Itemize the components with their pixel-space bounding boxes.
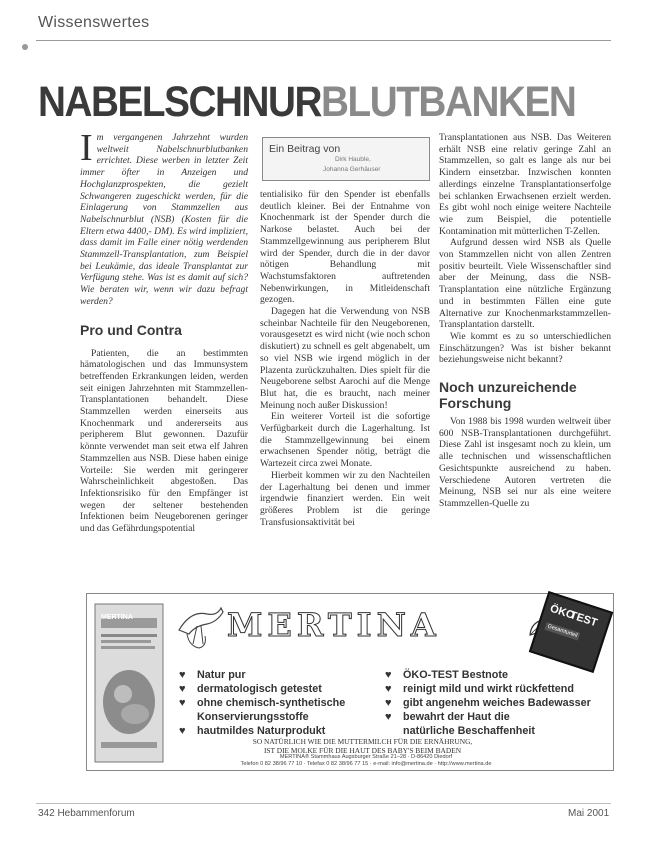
- ad-address: [191, 754, 541, 768]
- headline-part-1: NABELSCHNUR: [38, 78, 322, 126]
- heart-icon: ♥: [385, 697, 392, 709]
- feature-item: ♥ gibt angenehm weiches Badewasser: [385, 697, 591, 709]
- stork-icon: [171, 600, 227, 654]
- product-label: MERTINA: [101, 614, 133, 621]
- footer-page-info: 342 Hebammenforum: [38, 808, 135, 819]
- brand-logo: MERTINA: [227, 606, 441, 644]
- heart-icon: ♥: [179, 697, 186, 709]
- heart-icon: ♥: [385, 669, 392, 681]
- address-line-2: Telefon 0 82 38/96 77 10 · Telefax 0 82 38/96 77 15 · e-mail: info@mertina.de · http://www.mertina.de: [240, 761, 492, 767]
- feature-item: ♥ reinigt mild und wirkt rückfettend: [385, 683, 574, 695]
- dropcap: I: [80, 127, 93, 169]
- paragraph: Patienten, die an bestimmten hämatologischen und das Immunsystem betreffenden Erkrankungen leiden, werden seit einigen Jahrzehnten mit Stammzellen-Transplantationen behandelt. Diese Stammzellen werden einerseits aus Knochenmark und andererseits aus peripherem Blut gewonnen. Dazufür könnte verwendet man seit etwa elf Jahren Stammzellen aus NSB. Diese haben einige Vorteile: Sie werden mit geringerer Wahrscheinlichkeit abgestoßen. Das Infektionsrisiko für den Empfänger ist wegen der seltener bestehenden Infektionen beim Neugeborenen geringer und das Gefährdungspotential: [80, 347, 248, 535]
- intro-text: m vergangenen Jahrzehnt wurden weltweit Nabelschnurblutbanken errichtet. Diese werben in letzter Zeit immer öfter in Anzeigen und Hochglanzprospekten, die gezielt Schwangeren zugeschickt werden, für die Einlagerung von Stammzellen aus Nabelschnurblut (NSB) (Kosten für die Eltern etwa 4400,- DM). Es wird impliziert, dass damit im Falle einer nötig werdenden Stammzell-Transplantation, zum Beispiel bei Leukämie, das ideale Transplantat zur Verfügung stehe. Was ist es damit auf sich? Wie beraten wir, wenn wir dazu befragt werden?: [80, 132, 248, 307]
- feature-item: ♥ Natur pur: [179, 669, 246, 681]
- slogan-line-1: SO NATÜRLICH WIE DIE MUTTERMILCH FÜR DIE ERNÄHRUNG,: [252, 737, 473, 746]
- headline-part-2: BLUTBANKEN: [321, 78, 576, 126]
- mertina-advertisement: [86, 593, 614, 771]
- paragraph: tentialisiko für den Spender ist ebenfalls deutlich kleiner. Bei der Entnahme von Knochenmark ist der Spender durch die Narkose belastet. Auch bei der Stammzellgewinnung aus peripherem Blut wird der Spender, durch die in der davor nötigen Behandlung mit Wachstumsfaktoren auftretenden Nebenwirkungen, in Mitleidenschaft gezogen.: [260, 189, 430, 306]
- heart-icon: ♥: [179, 725, 186, 737]
- paragraph: Transplantationen aus NSB. Das Weiteren erhält NSB eine relativ geringe Zahl an Stammzellen, so galt es lange als nur bei Kindern einsetzbar. Inzwischen konnten allerdings einzelne Transplantationserfolge bei schlanken Erwachsenen erzielt werden. Es gibt wohl noch einige weitere Nachteile wie zum Beispiel, die potentielle Kontamination mit mütterlichen T-Zellen.: [439, 132, 611, 237]
- feature-item: ♥ ohne chemisch-synthetische: [179, 697, 346, 709]
- slogan-line-2: IST DIE MOLKE FÜR DIE HAUT DES BABY'S BEIM BADEN: [263, 746, 462, 755]
- heart-icon: ♥: [385, 711, 392, 723]
- byline-label: Ein Beitrag von: [269, 143, 341, 155]
- feature-item: ♥ bewahrt der Haut die: [385, 711, 510, 723]
- section-label: Wissenswertes: [38, 14, 150, 31]
- punch-hole: [22, 44, 28, 50]
- heart-icon: ♥: [385, 683, 392, 695]
- subhead-forschung: Noch unzureichende Forschung: [439, 379, 577, 412]
- oko-seal-text-b: TEST: [568, 609, 599, 630]
- heart-icon: ♥: [179, 683, 186, 695]
- oko-seal-text-c: Gesamturteil: [544, 622, 580, 640]
- feature-list-right: [385, 668, 591, 738]
- address-line-1: MERTINA® Stammhaus Augsburger Straße 21–28 · D-86420 Diedorf: [279, 754, 453, 760]
- feature-list-left: [179, 668, 345, 738]
- paragraph: Dagegen hat die Verwendung von NSB scheinbar Nachteile für den Neugeborenen, vorausgesetzt es wird nicht (wie noch schon diskutiert) zu schnell es gelt abgenabelt, um so viel NSB wie irgend möglich in der Plazenta zurückzuhalten. Dies spielt für die Neugeborene selbst Aarochi auf die Menge Blut hat, die es braucht, nach meiner Meinung noch außer Diskussion!: [260, 306, 430, 411]
- header-rule: [36, 40, 611, 41]
- subhead-pro-contra: Pro und Contra: [80, 321, 182, 338]
- oko-test-seal: [529, 591, 613, 673]
- article-column-1: [80, 127, 248, 535]
- byline-author-1: Dirk Hauble,: [335, 156, 371, 163]
- feature-item: Konservierungsstoffe: [197, 711, 309, 723]
- paragraph: Hierbeit kommen wir zu den Nachteilen der Lagerhaltung bei denen und immer irgendwie finanziert werden. Ein weit größeres Problem ist die geringe Transfusionsaktivität bei: [260, 469, 430, 528]
- article-column-3: [439, 132, 611, 510]
- paragraph: Von 1988 bis 1998 wurden weltweit über 600 NSB-Transplantationen durchgeführt. Diese Zahl ist insgesamt noch zu klein, um alle technischen und wissenschaftlichen Gesichtspunkte ausreichend zu haben. Verschiedene Autoren vertreten die Meinung, NSB sei nur als eine weitere Stammzellen-Quelle zu: [439, 416, 611, 509]
- feature-item: ♥ hautmildes Naturprodukt: [179, 725, 326, 737]
- heart-icon: ♥: [179, 669, 186, 681]
- feature-item: ♥ ÖKO-TEST Bestnote: [385, 669, 508, 681]
- feature-item: ♥ dermatologisch getestet: [179, 683, 322, 695]
- article-column-2: [260, 189, 430, 528]
- paragraph: Wie kommt es zu so unterschiedlichen Einschätzungen? Was ist bisher bekannt beziehungsweise nicht bekannt?: [439, 330, 611, 366]
- headline: [38, 78, 575, 127]
- byline-box: [262, 137, 430, 181]
- feature-item: natürliche Beschaffenheit: [403, 725, 535, 737]
- paragraph: Ein weiterer Vorteil ist die sofortige Verfügbarkeit durch die Lagerhaltung. Ist die Stammzellgewinnung bei einem erwachsenen Spender nötig, beträgt die Wartezeit circa zwei Monate.: [260, 411, 430, 470]
- footer-date: Mai 2001: [568, 808, 610, 819]
- intro-paragraph: [80, 127, 248, 308]
- product-bottle-image: [93, 602, 165, 764]
- byline-author-2: Johanna Gerhäuser: [323, 166, 381, 173]
- footer-rule: [36, 803, 611, 804]
- paragraph: Aufgrund dessen wird NSB als Quelle von Stammzellen nicht von allen Zentren positiv beurteilt. Viele Wissenschaftler sind aber der Meinung, dass die NSB-Transplantation eine nützliche Ergänzung und in bestimmten Fällen eine gute Alternative zur Knochenmarkstammzellen-Transplantation darstellt.: [439, 237, 611, 331]
- oko-seal-text-a: ÖKO: [548, 602, 576, 622]
- ad-slogan: [195, 737, 530, 755]
